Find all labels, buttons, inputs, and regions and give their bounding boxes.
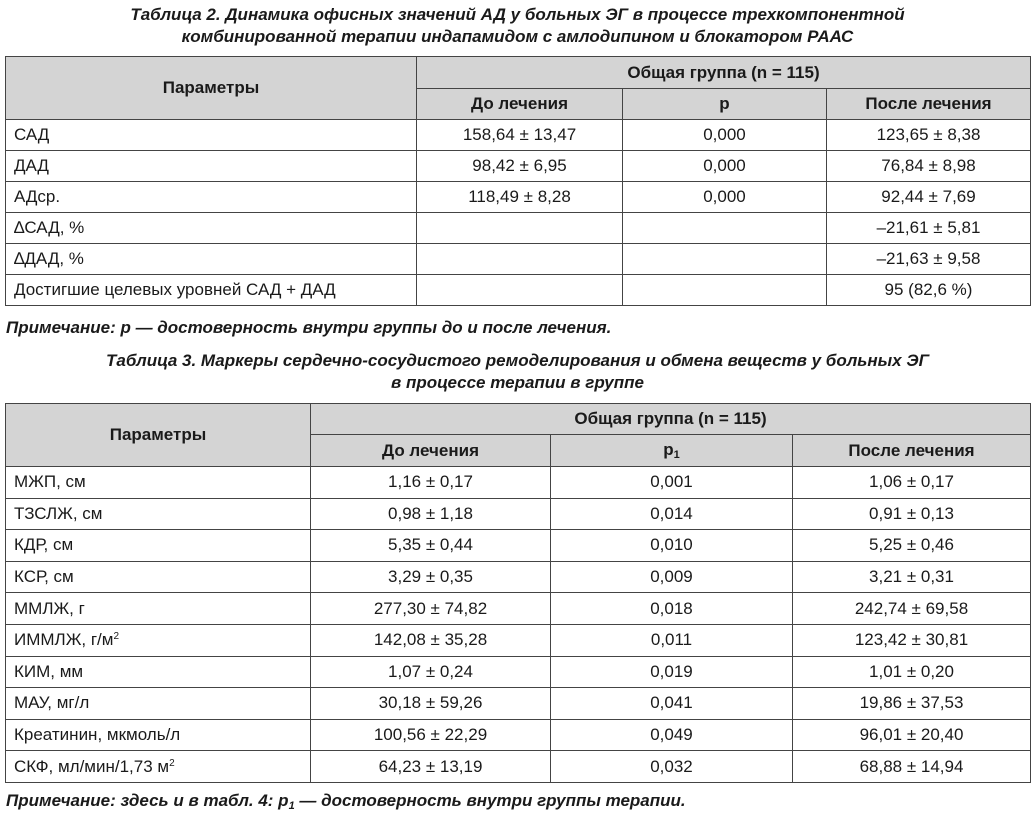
- table2-before-cell: [417, 244, 623, 275]
- table3-param-cell: [6, 751, 311, 783]
- param-label: Креатинин, мкмоль/л: [14, 725, 181, 745]
- table2-col-before: До лечения: [417, 89, 623, 120]
- table2-param-cell: ∆ДАД, %: [6, 244, 417, 275]
- table3-after-cell: 5,25 ± 0,46: [793, 530, 1031, 562]
- table2-before-cell: [417, 275, 623, 306]
- table2-caption-line2: комбинированной терапии индапамидом с амлодипином и блокатором РААС: [181, 27, 854, 46]
- table3-before-cell: 0,98 ± 1,18: [311, 498, 551, 530]
- table3-after-cell: 123,42 ± 30,81: [793, 624, 1031, 656]
- table3-param-cell: [6, 467, 311, 499]
- table2-p-cell: 0,000: [623, 151, 827, 182]
- table-row: [6, 182, 1031, 213]
- table3-p-cell: 0,011: [551, 624, 793, 656]
- table3-p-cell: 0,001: [551, 467, 793, 499]
- table3-col-before: До лечения: [311, 435, 551, 467]
- table3-col-p-base: p: [663, 440, 674, 459]
- table3-before-cell: 30,18 ± 59,26: [311, 688, 551, 720]
- table3-param-cell: [6, 719, 311, 751]
- param-sup: 2: [169, 757, 175, 769]
- table2-p-cell: [623, 213, 827, 244]
- table3-param-cell: [6, 624, 311, 656]
- table3-note-prefix: Примечание: здесь и в табл. 4: p: [6, 791, 289, 810]
- table-row: [6, 561, 1031, 593]
- table3-note-suffix: — достоверность внутри группы терапии.: [294, 791, 686, 810]
- table3-header-params: Параметры: [6, 404, 311, 467]
- table3-p-cell: 0,019: [551, 656, 793, 688]
- table2-header-group: Общая группа (n = 115): [417, 57, 1031, 89]
- table3-after-cell: 1,01 ± 0,20: [793, 656, 1031, 688]
- table3-caption: [0, 350, 1035, 394]
- table2: [5, 56, 1031, 306]
- table3-col-after: После лечения: [793, 435, 1031, 467]
- table3-before-cell: 64,23 ± 13,19: [311, 751, 551, 783]
- table-row: [6, 120, 1031, 151]
- table2-after-cell: 95 (82,6 %): [827, 275, 1031, 306]
- table2-p-cell: 0,000: [623, 120, 827, 151]
- param-label: МАУ, мг/л: [14, 693, 90, 713]
- table-row: [6, 467, 1031, 499]
- table2-before-cell: 118,49 ± 8,28: [417, 182, 623, 213]
- table3-param-cell: [6, 688, 311, 720]
- table3-note-sub: 1: [288, 800, 295, 812]
- table3-before-cell: 1,16 ± 0,17: [311, 467, 551, 499]
- table2-caption: [0, 4, 1035, 48]
- table3-after-cell: 96,01 ± 20,40: [793, 719, 1031, 751]
- table2-before-cell: 98,42 ± 6,95: [417, 151, 623, 182]
- table3-param-cell: [6, 498, 311, 530]
- table3-note: [6, 791, 686, 812]
- table2-header-params: Параметры: [6, 57, 417, 120]
- table3-p-cell: 0,010: [551, 530, 793, 562]
- table3-p-cell: 0,032: [551, 751, 793, 783]
- param-label: ИММЛЖ, г/м: [14, 630, 114, 650]
- table3-param-cell: [6, 593, 311, 625]
- table3-p-cell: 0,014: [551, 498, 793, 530]
- table3-caption-line1: Таблица 3. Маркеры сердечно-сосудистого ремоделирования и обмена веществ у больных ЭГ: [105, 351, 930, 370]
- table-row: [6, 244, 1031, 275]
- table2-p-cell: 0,000: [623, 182, 827, 213]
- table3-p-cell: 0,009: [551, 561, 793, 593]
- table3-before-cell: 142,08 ± 35,28: [311, 624, 551, 656]
- table2-note: Примечание: p — достоверность внутри группы до и после лечения.: [6, 318, 612, 337]
- table3-after-cell: 68,88 ± 14,94: [793, 751, 1031, 783]
- table2-param-cell: Достигшие целевых уровней САД + ДАД: [6, 275, 417, 306]
- table-row: [6, 688, 1031, 720]
- table-row: [6, 656, 1031, 688]
- table2-col-p: p: [623, 89, 827, 120]
- table2-after-cell: 123,65 ± 8,38: [827, 120, 1031, 151]
- table2-after-cell: 92,44 ± 7,69: [827, 182, 1031, 213]
- table2-param-cell: АДср.: [6, 182, 417, 213]
- table3-before-cell: 100,56 ± 22,29: [311, 719, 551, 751]
- table2-param-cell: ДАД: [6, 151, 417, 182]
- param-label: КИМ, мм: [14, 661, 84, 681]
- table3-before-cell: 3,29 ± 0,35: [311, 561, 551, 593]
- table2-col-after: После лечения: [827, 89, 1031, 120]
- table-row: [6, 719, 1031, 751]
- table3-header-group: Общая группа (n = 115): [311, 404, 1031, 435]
- table2-after-cell: –21,61 ± 5,81: [827, 213, 1031, 244]
- table2-param-cell: САД: [6, 120, 417, 151]
- table2-after-cell: 76,84 ± 8,98: [827, 151, 1031, 182]
- param-label: ТЗСЛЖ, см: [14, 503, 103, 523]
- table-row: [6, 530, 1031, 562]
- table2-p-cell: [623, 244, 827, 275]
- table-row: [6, 751, 1031, 783]
- table3-before-cell: 277,30 ± 74,82: [311, 593, 551, 625]
- table3-before-cell: 1,07 ± 0,24: [311, 656, 551, 688]
- table3-after-cell: 19,86 ± 37,53: [793, 688, 1031, 720]
- param-label: МЖП, см: [14, 472, 86, 492]
- table3-p-cell: 0,049: [551, 719, 793, 751]
- table2-caption-line1: Таблица 2. Динамика офисных значений АД у больных ЭГ в процессе трехкомпонентной: [130, 5, 905, 24]
- table3-col-p-sub: 1: [673, 449, 680, 461]
- table3-p-cell: 0,018: [551, 593, 793, 625]
- param-label: КДР, см: [14, 535, 74, 555]
- param-label: СКФ, мл/мин/1,73 м: [14, 756, 170, 776]
- table3: [5, 403, 1031, 783]
- table3-after-cell: 1,06 ± 0,17: [793, 467, 1031, 499]
- table3-before-cell: 5,35 ± 0,44: [311, 530, 551, 562]
- table3-col-p: [551, 435, 793, 467]
- param-label: КСР, см: [14, 567, 74, 587]
- table3-after-cell: 3,21 ± 0,31: [793, 561, 1031, 593]
- table2-p-cell: [623, 275, 827, 306]
- table3-caption-line2: в процессе терапии в группе: [391, 373, 644, 392]
- table2-param-cell: ∆САД, %: [6, 213, 417, 244]
- table-row: [6, 593, 1031, 625]
- table3-param-cell: [6, 530, 311, 562]
- table-row: [6, 624, 1031, 656]
- table2-after-cell: –21,63 ± 9,58: [827, 244, 1031, 275]
- table-row: [6, 151, 1031, 182]
- table3-param-cell: [6, 561, 311, 593]
- table-row: [6, 498, 1031, 530]
- table3-after-cell: 242,74 ± 69,58: [793, 593, 1031, 625]
- table2-before-cell: [417, 213, 623, 244]
- table3-p-cell: 0,041: [551, 688, 793, 720]
- table-row: [6, 213, 1031, 244]
- table2-before-cell: 158,64 ± 13,47: [417, 120, 623, 151]
- table3-after-cell: 0,91 ± 0,13: [793, 498, 1031, 530]
- table-row: [6, 275, 1031, 306]
- param-label: ММЛЖ, г: [14, 598, 85, 618]
- param-sup: 2: [113, 631, 120, 643]
- table3-param-cell: [6, 656, 311, 688]
